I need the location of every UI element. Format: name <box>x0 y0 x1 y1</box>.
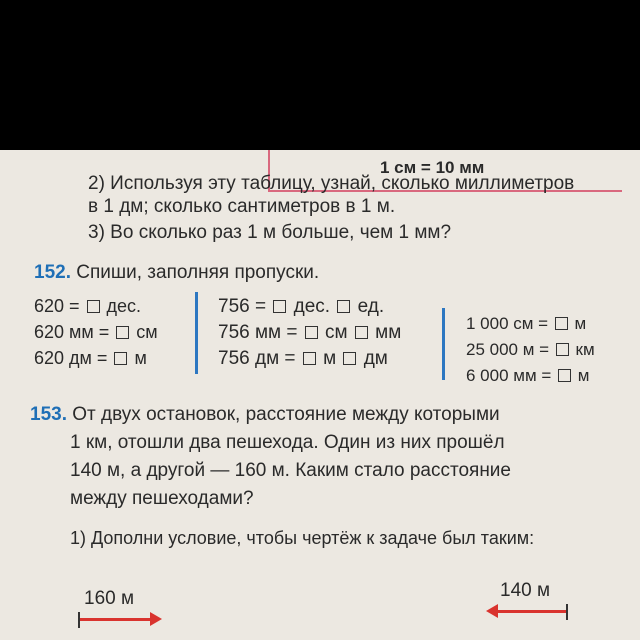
right-distance-label: 140 м <box>500 580 551 601</box>
blank-box[interactable] <box>116 326 129 339</box>
task-152-number: 152. <box>34 262 71 283</box>
column-divider <box>195 292 198 374</box>
blank-box[interactable] <box>303 352 316 365</box>
blank-box[interactable] <box>555 317 568 330</box>
task-152-c3-row2: 25 000 м = км <box>466 340 595 359</box>
task-152-title: Спиши, заполняя пропуски. <box>76 262 320 283</box>
item-2-line-2: в 1 дм; сколько сантиметров в 1 м. <box>88 196 396 217</box>
item-2-line-1: 2) Используя эту таблицу, узнай, сколько миллиметров <box>88 173 575 194</box>
task-152-c2-row2: 756 мм = см мм <box>218 322 402 343</box>
blank-box[interactable] <box>558 369 571 382</box>
item-3: 3) Во сколько раз 1 м больше, чем 1 мм? <box>88 222 452 243</box>
left-arrow <box>80 618 152 621</box>
blank-box[interactable] <box>114 352 127 365</box>
task-153-line-2: 1 км, отошли два пешехода. Один из них прошёл <box>70 432 505 453</box>
task-152-c3-row1: 1 000 см = м <box>466 314 587 333</box>
blank-box[interactable] <box>355 326 368 339</box>
task-152-c3-row3: 6 000 мм = м <box>466 366 590 385</box>
task-153-line-1: 153. От двух остановок, расстояние между которыми <box>30 404 500 425</box>
task-152-header <box>34 262 319 284</box>
column-divider <box>442 308 445 380</box>
task-153-line-3: 140 м, а другой — 160 м. Каким стало расстояние <box>70 460 511 481</box>
task-152-c2-row3: 756 дм = м дм <box>218 348 388 369</box>
task-152-c1-row2: 620 мм = см <box>34 322 158 342</box>
blank-box[interactable] <box>305 326 318 339</box>
blank-box[interactable] <box>343 352 356 365</box>
blank-box[interactable] <box>273 300 286 313</box>
blank-box[interactable] <box>337 300 350 313</box>
task-152-c2-row1: 756 = дес. ед. <box>218 296 385 317</box>
table-formula: 1 см = 10 мм <box>380 158 485 177</box>
task-153-number: 153. <box>30 404 67 425</box>
left-arrow-head <box>150 612 162 626</box>
right-arrow <box>496 610 566 613</box>
blank-box[interactable] <box>556 343 569 356</box>
task-153-line-4: между пешеходами? <box>70 488 254 509</box>
task-152-c1-row3: 620 дм = м <box>34 348 147 368</box>
task-152-c1-row1: 620 = дес. <box>34 296 142 316</box>
blank-box[interactable] <box>87 300 100 313</box>
right-stop-tick <box>566 604 568 620</box>
left-distance-label: 160 м <box>84 588 135 609</box>
task-153-sub-1: 1) Дополни условие, чтобы чертёж к задаче был таким: <box>70 528 535 548</box>
